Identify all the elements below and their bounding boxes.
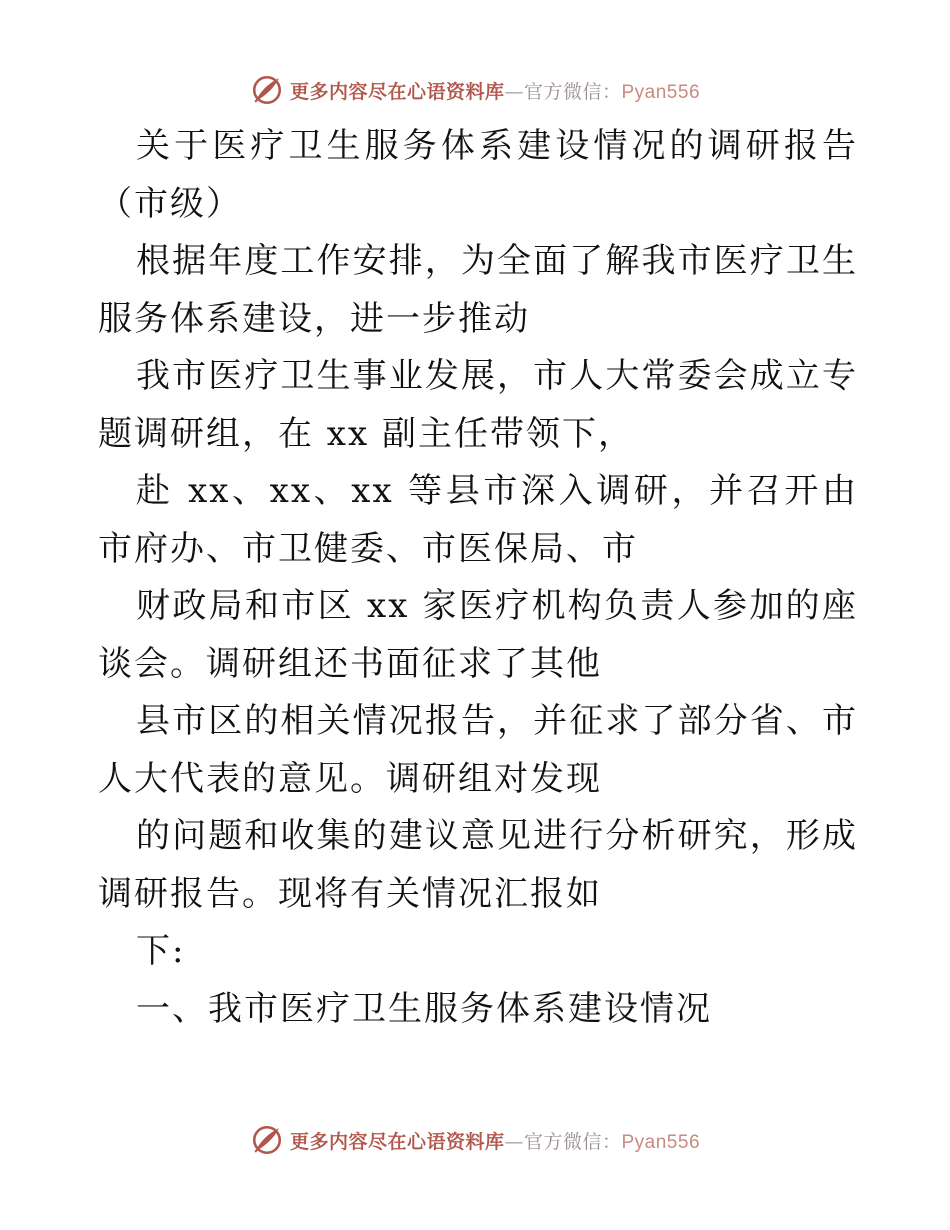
watermark-text: [290, 1127, 700, 1154]
document-body: [98, 118, 858, 1038]
watermark-wechat-label: 官方微信：: [523, 1130, 622, 1153]
watermark-separator: —: [504, 1130, 524, 1153]
header-watermark: [0, 70, 950, 110]
paragraph: 县市区的相关情况报告，并征求了部分省、市人大代表的意见。调研组对发现: [98, 701, 858, 799]
feather-pen-icon: [250, 1123, 284, 1157]
section-heading: 一、我市医疗卫生服务体系建设情况: [136, 988, 712, 1029]
watermark-text: [290, 77, 700, 104]
watermark-brand: 更多内容尽在心语资料库: [289, 1130, 505, 1153]
paragraph: 财政局和市区 xx 家医疗机构负责人参加的座谈会。调研组还书面征求了其他: [98, 586, 858, 684]
paragraph: 根据年度工作安排，为全面了解我市医疗卫生服务体系建设，进一步推动: [98, 241, 858, 339]
footer-watermark: [0, 1120, 950, 1160]
paragraph: 的问题和收集的建议意见进行分析研究，形成调研报告。现将有关情况汇报如: [98, 816, 858, 914]
watermark-wechat-id: Pyan556: [621, 81, 701, 103]
paragraph: 赴 xx、xx、xx 等县市深入调研，并召开由市府办、市卫健委、市医保局、市: [98, 471, 858, 569]
feather-pen-icon: [250, 73, 284, 107]
paragraph: 下:: [136, 931, 186, 971]
watermark-brand: 更多内容尽在心语资料库: [289, 80, 505, 103]
paragraph: 我市医疗卫生事业发展，市人大常委会成立专题调研组，在 xx 副主任带领下，: [98, 356, 858, 454]
watermark-wechat-id: Pyan556: [621, 1131, 701, 1153]
watermark-wechat-label: 官方微信：: [523, 80, 622, 103]
document-title: 关于医疗卫生服务体系建设情况的调研报告（市级）: [98, 126, 858, 224]
watermark-separator: —: [504, 80, 524, 103]
